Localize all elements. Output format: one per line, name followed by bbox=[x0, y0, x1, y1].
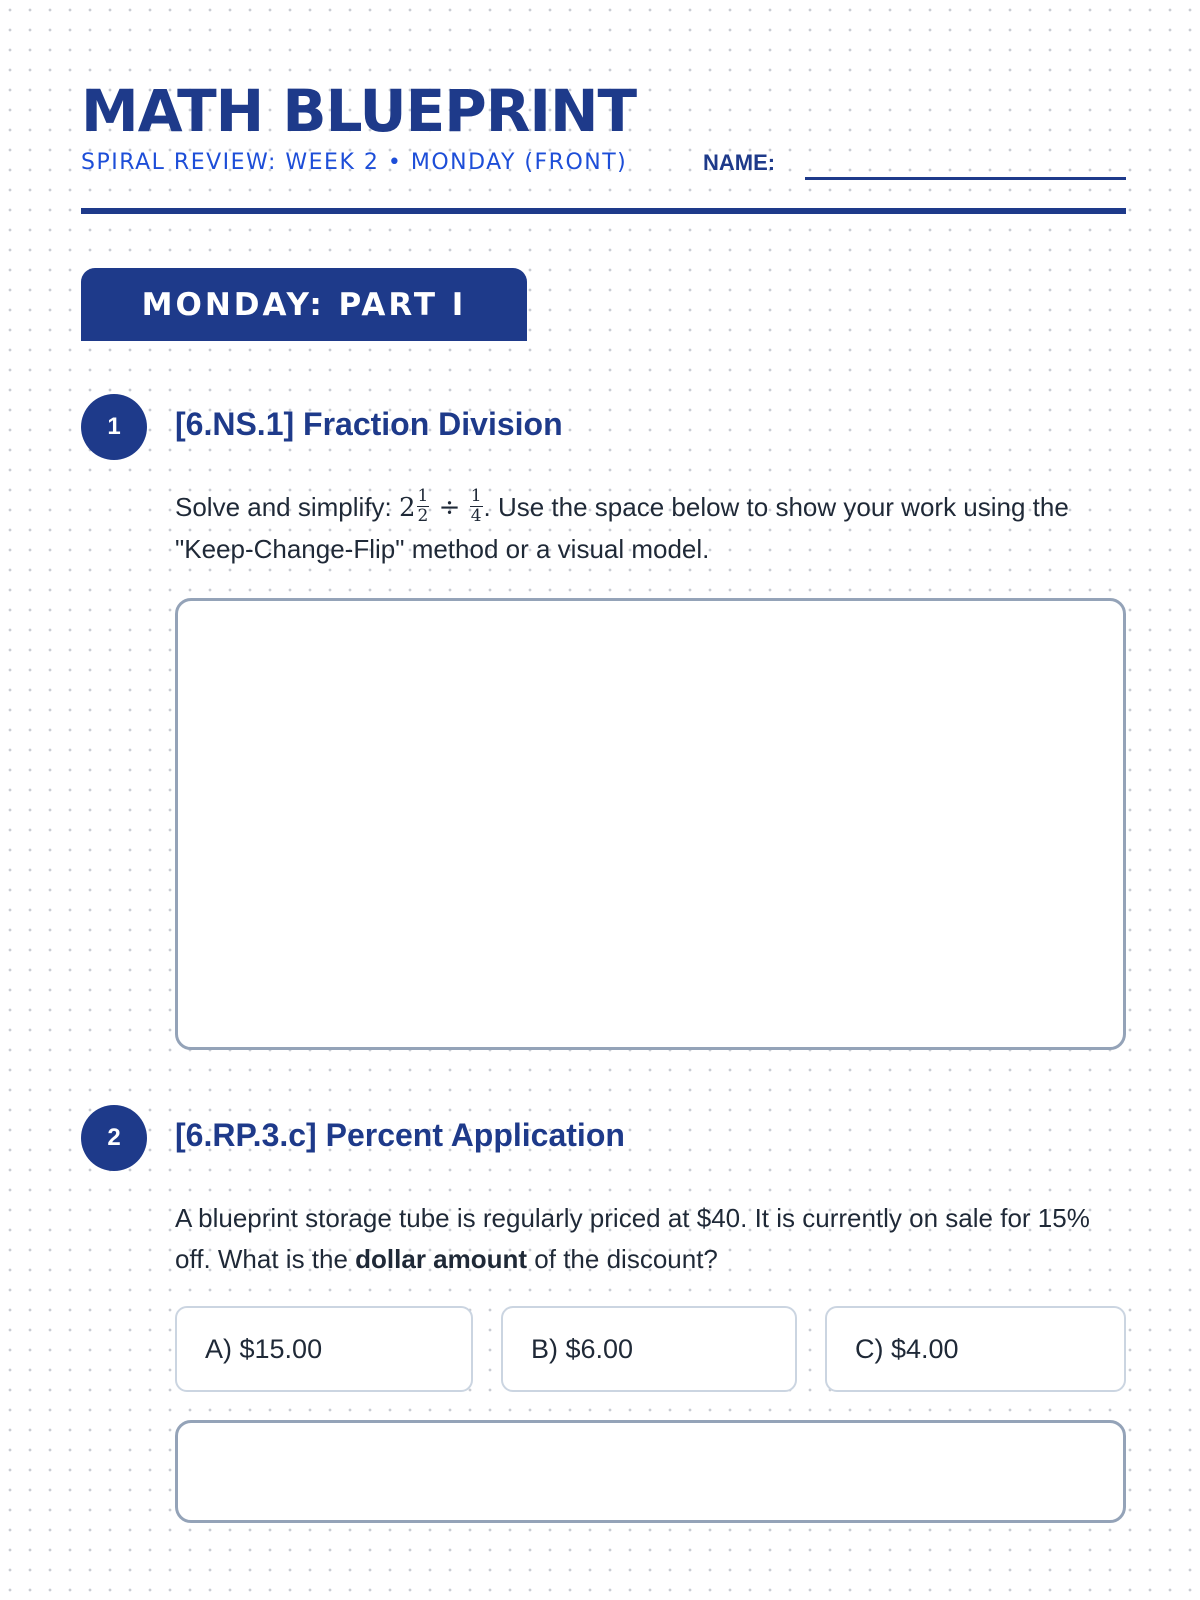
prompt-text: A blueprint storage tube is regularly priced at $40. It is currently on sale for 15% off. What is the bbox=[175, 1203, 1090, 1274]
header-divider bbox=[81, 208, 1126, 214]
fraction-one-quarter bbox=[470, 485, 483, 526]
worksheet-title: MATH BLUEPRINT bbox=[81, 77, 637, 145]
fraction-one-half bbox=[417, 485, 430, 526]
work-space-box[interactable] bbox=[175, 598, 1126, 1050]
worksheet-page bbox=[81, 0, 1126, 1600]
answer-choice-b[interactable]: B) $6.00 bbox=[501, 1306, 797, 1392]
question-number-badge: 2 bbox=[81, 1105, 147, 1171]
prompt-text: of the discount? bbox=[527, 1244, 718, 1274]
fraction-numerator: 1 bbox=[417, 485, 429, 506]
question-title: [6.NS.1] Fraction Division bbox=[175, 406, 563, 442]
question-title: [6.RP.3.c] Percent Application bbox=[175, 1117, 625, 1153]
question-prompt bbox=[175, 1198, 1126, 1280]
question-number-badge: 1 bbox=[81, 394, 147, 460]
fraction-denominator: 4 bbox=[470, 505, 482, 526]
answer-choice-c[interactable]: C) $4.00 bbox=[825, 1306, 1126, 1392]
fraction-denominator: 2 bbox=[417, 505, 429, 526]
worksheet-subtitle: SPIRAL REVIEW: WEEK 2 • MONDAY (FRONT) bbox=[81, 150, 628, 175]
section-banner: MONDAY: PART I bbox=[81, 268, 527, 341]
question-prompt bbox=[175, 487, 1126, 570]
answer-choice-a[interactable]: A) $15.00 bbox=[175, 1306, 473, 1392]
mixed-number-whole: 2 bbox=[398, 493, 416, 523]
name-field[interactable] bbox=[805, 177, 1126, 180]
name-label: NAME: bbox=[703, 150, 776, 175]
answer-box[interactable] bbox=[175, 1420, 1126, 1523]
prompt-text: . Use the space below to show your work using the "Keep-Change-Flip" method or a visual model. bbox=[175, 492, 1069, 564]
prompt-emphasis: dollar amount bbox=[355, 1244, 528, 1274]
prompt-text: Solve and simplify: bbox=[175, 492, 399, 522]
fraction-numerator: 1 bbox=[470, 485, 482, 506]
division-operator: ÷ bbox=[430, 493, 469, 523]
